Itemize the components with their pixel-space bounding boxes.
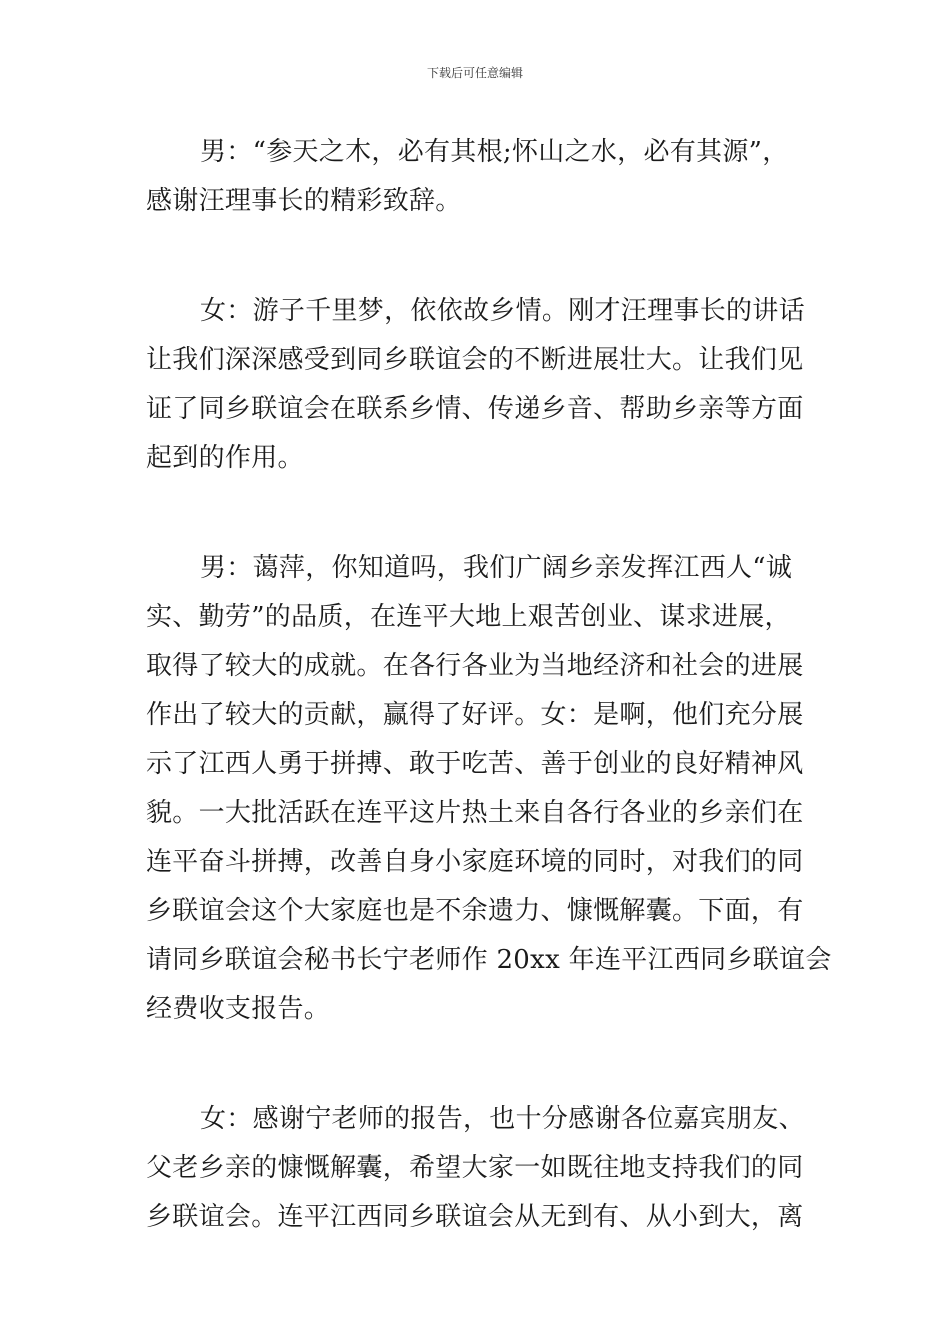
- paragraph-line: 经费收支报告。: [146, 994, 331, 1024]
- page-header: 下载后可任意编辑: [426, 66, 523, 80]
- paragraph-3: [146, 544, 832, 1034]
- paragraph-line: 貌。一大批活跃在连平这片热土来自各行各业的乡亲们在: [146, 798, 804, 828]
- paragraph-line: 女：游子千里梦，依依故乡情。刚才汪理事长的讲话: [200, 296, 805, 326]
- paragraph-line: 实、勤劳”的品质，在连平大地上艰苦创业、谋求进展，: [146, 602, 791, 632]
- paragraph-line: 起到的作用。: [146, 443, 304, 473]
- paragraph-line: 示了江西人勇于拼搏、敢于吃苦、善于创业的良好精神风: [146, 749, 804, 779]
- paragraph-1: [146, 128, 808, 226]
- paragraph-line: 请同乡联谊会秘书长宁老师作 20xx 年连平江西同乡联谊会: [146, 945, 832, 975]
- paragraph-gap: [146, 483, 808, 544]
- paragraph-line: 让我们深深感受到同乡联谊会的不断进展壮大。让我们见: [146, 345, 804, 375]
- paragraph-line: 男：蔼萍，你知道吗，我们广阔乡亲发挥江西人“诚: [200, 553, 793, 583]
- paragraph-line: 取得了较大的成就。在各行各业为当地经济和社会的进展: [146, 651, 804, 681]
- paragraph-line: 作出了较大的贡献，赢得了好评。女：是啊，他们充分展: [146, 700, 804, 730]
- paragraph-line: 父老乡亲的慷慨解囊，希望大家一如既往地支持我们的同: [146, 1153, 804, 1183]
- paragraph-gap: [146, 226, 808, 287]
- paragraph-gap: [146, 1034, 808, 1095]
- paragraph-line: 男：“参天之木，必有其根;怀山之水，必有其源”，: [200, 137, 789, 167]
- paragraph-2: [146, 287, 808, 483]
- paragraph-line: 乡联谊会这个大家庭也是不余遗力、慷慨解囊。下面，有: [146, 896, 804, 926]
- paragraph-line: 女：感谢宁老师的报告，也十分感谢各位嘉宾朋友、: [200, 1104, 805, 1134]
- paragraph-4: [146, 1095, 808, 1242]
- paragraph-line: 乡联谊会。连平江西同乡联谊会从无到有、从小到大，离: [146, 1202, 804, 1232]
- paragraph-line: 感谢汪理事长的精彩致辞。: [146, 186, 462, 216]
- document-body: [146, 128, 832, 1242]
- paragraph-line: 证了同乡联谊会在联系乡情、传递乡音、帮助乡亲等方面: [146, 394, 804, 424]
- paragraph-line: 连平奋斗拼搏，改善自身小家庭环境的同时，对我们的同: [146, 847, 804, 877]
